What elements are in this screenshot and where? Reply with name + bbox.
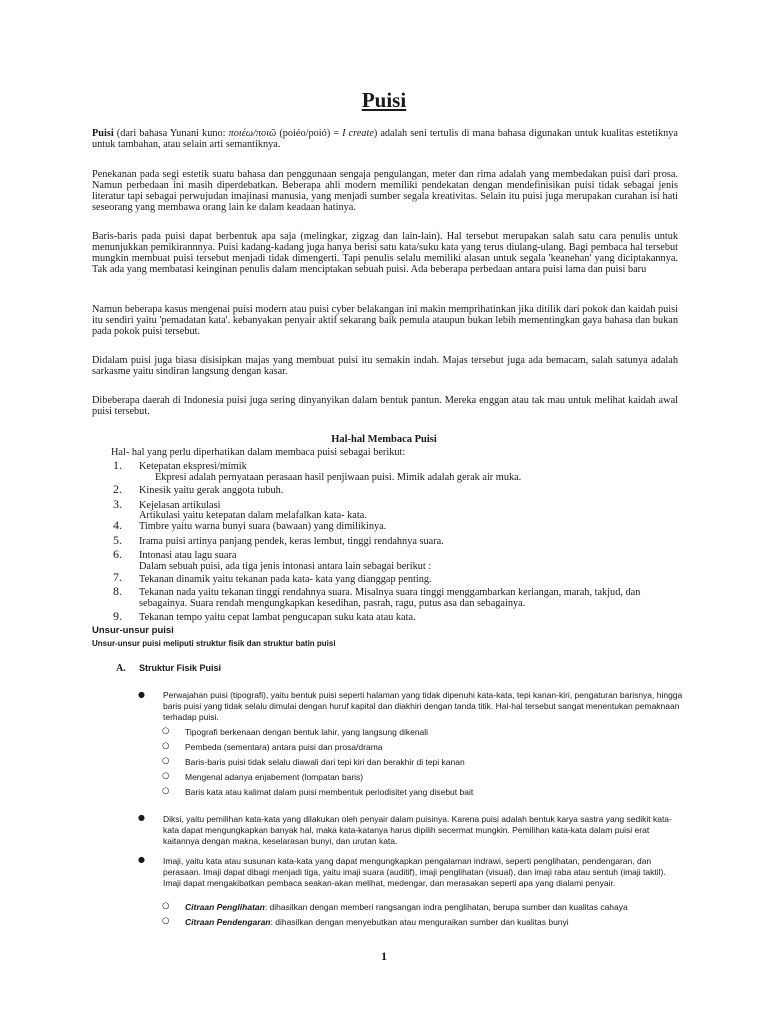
sub-list-item <box>185 917 569 928</box>
circle-bullet-icon: ○ <box>162 786 170 796</box>
circle-bullet-icon: ○ <box>162 756 170 766</box>
list-item-detail: sebagainya. Suara rendah mengungkapkan kesedihan, pasrah, ragu, putus asa dan sebagainya. <box>139 598 526 609</box>
list-item: Kejelasan artikulasi <box>139 500 221 511</box>
citraan-term: Citraan Penglihatan <box>185 902 265 912</box>
intro-term: Puisi <box>92 128 114 139</box>
intro-text-1: (dari bahasa Yunani kuno: <box>113 128 229 139</box>
circle-bullet-icon: ○ <box>162 741 170 751</box>
list-item: Tekanan tempo yaitu cepat lambat pengucapan suku kata atau kata. <box>139 612 416 623</box>
sub-list-item <box>185 902 628 913</box>
paragraph-majas: Didalam puisi juga biasa disisipkan majas yang membuat puisi itu semakin indah. Majas tersebut juga ada bemacam, salah satunya adalah sarkasme yaitu sindiran langsung dengan kasar. <box>92 355 678 377</box>
bullet-imaji: Imaji, yaitu kata atau susunan kata-kata yang dapat mengungkapkan pengalaman indrawi, seperti penglihatan, pendengaran, dan perasaan. Imaji dapat dibagi menjadi tiga, yaitu imaji suara (auditif), imaji penglihatan (visual), dan imaji raba atau sentuh (imaji taktil). Imaji dapat mengakibatkan pembaca seakan-akan melihat, medengar, dan merasakan seperti apa yang dialami penyair. <box>163 856 666 888</box>
list-item: Timbre yaitu warna bunyi suara (bawaan) yang dimilikinya. <box>139 521 387 532</box>
paragraph-aesthetic: Penekanan pada segi estetik suatu bahasa dan penggunaan sengaja pengulangan, meter dan rima adalah yang membedakan puisi dari prosa. Namun perbedaan ini masih diperdebatkan. Beberapa ahli modern memiliki pendekatan dengan mendefinisikan puisi tidak sebagai jenis literatur tapi sebagai perwujudan imajinasi manusia, yang menjadi sumber segala kreativitas. Selain itu puisi juga merupakan curahan isi hati seseorang yang membawa orang lain ke dalam keadaan hatinya. <box>92 169 678 213</box>
paragraph-modern: Namun beberapa kasus mengenai puisi modern atau puisi cyber belakangan ini makin memprihatinkan jika ditilik dari pokok dan kaidah puisi itu sendiri yaitu 'pemadatan kata'. kebanyakan penyair aktif sekarang baik pemula ataupun bukan lebih mementingkan gaya bahasa dan bukan pada pokok puisi tersebut. <box>92 304 678 337</box>
section-a-title: Struktur Fisik Puisi <box>139 663 222 673</box>
intro-create: I create <box>342 128 374 139</box>
list-item-detail: Artikulasi yaitu ketepatan dalam melafalkan kata- kata. <box>139 510 367 521</box>
list-number: 8. <box>113 584 122 598</box>
halhal-intro: Hal- hal yang perlu diperhatikan dalam membaca puisi sebagai berikut: <box>111 447 406 458</box>
list-item-detail: Ekpresi adalah pernyataan perasaan hasil penjiwaan puisi. Mimik adalah gerak air muka. <box>155 472 522 483</box>
citraan-term: Citraan Pendengaran <box>185 917 271 927</box>
sub-list-item: Tipografi berkenaan dengan bentuk lahir, yang langsung dikenali <box>185 727 429 737</box>
citraan-text: : dihasilkan dengan memberi rangsangan indra penglihatan, berupa sumber dan kualitas cahaya <box>264 902 628 912</box>
list-item: Intonasi atau lagu suara <box>139 550 237 561</box>
bullet-tipografi: Perwajahan puisi (tipografi), yaitu bentuk puisi seperti halaman yang tidak dipenuhi kata-kata, tepi kanan-kiri, pengaturan barisnya, hingga baris puisi yang tidak selalu dimulai dengan huruf kapital dan diakhiri dengan tanda titik. Hal-hal tersebut sangat menentukan pemaknaan terhadap puisi. <box>163 690 683 722</box>
list-number: 3. <box>113 497 122 511</box>
list-item-detail: Dalam sebuah puisi, ada tiga jenis intonasi antara lain sebagai berikut : <box>139 561 432 572</box>
bullet-icon: ● <box>138 855 145 864</box>
list-number: 6. <box>113 547 122 561</box>
intro-paragraph <box>92 128 678 150</box>
list-number: 1. <box>113 458 122 472</box>
list-item: Ketepatan ekspresi/mimik <box>139 461 247 472</box>
sub-list-item: Baris kata atau kalimat dalam puisi membentuk periodisitet yang disebut bait <box>185 787 474 797</box>
sub-list-item: Baris-baris puisi tidak selalu diawali dari tepi kiri dan berakhir di tepi kanan <box>185 757 465 767</box>
list-item: Tekanan dinamik yaitu tekanan pada kata- kata yang dianggap penting. <box>139 574 432 585</box>
circle-bullet-icon: ○ <box>162 916 170 926</box>
bullet-diksi: Diksi, yaitu pemilihan kata-kata yang dilakukan oleh penyair dalam puisinya. Karena puisi adalah bentuk karya sastra yang sedikit kata-kata dapat mengungkapkan banyak hal, maka kata-katanya harus dipilih secermat mungkin. Pemilihan kata-kata dalam puisi erat kaitannya dengan makna, keselarasan bunyi, dan urutan kata. <box>163 814 672 846</box>
page-title: Puisi <box>361 88 407 112</box>
intro-text-2: (poiéo/poió) = <box>276 128 343 139</box>
section-heading-halhal: Hal-hal Membaca Puisi <box>331 434 437 445</box>
citraan-text: : dihasilkan dengan menyebutkan atau menguraikan sumber dan kualitas bunyi <box>270 917 569 927</box>
bullet-icon: ● <box>138 690 145 699</box>
section-a-label: A. <box>116 663 126 674</box>
list-number: 5. <box>113 533 122 547</box>
paragraph-lines: Baris-baris pada puisi dapat berbentuk apa saja (melingkar, zigzag dan lain-lain). Hal tersebut merupakan salah satu cara penulis untuk menunjukkan pemikirannnya. Puisi kadang-kadang juga hanya berisi satu kata/suku kata yang terus diulang-ulang. Bagi pembaca hal tersebut mungkin membuat puisi tersebut menjadi tidak dimengerti. Tapi penulis selalu memiliki alasan untuk segala 'keanehan' yang diciptakannya. Tak ada yang membatasi keinginan penulis dalam menciptakan sebuah puisi. Ada beberapa perbedaan antara puisi lama dan puisi baru <box>92 231 678 275</box>
unsur-subtitle: Unsur-unsur puisi meliputi struktur fisik dan struktur batin puisi <box>92 639 336 648</box>
intro-text-3: ) adalah seni tertulis di mana bahasa digunakan untuk kualitas estetiknya untuk tambahan, atau selain arti semantiknya. <box>92 128 678 150</box>
sub-list-item: Mengenal adanya enjabement (lompatan baris) <box>185 772 364 782</box>
list-number: 9. <box>113 609 122 623</box>
bullet-icon: ● <box>138 813 145 822</box>
circle-bullet-icon: ○ <box>162 726 170 736</box>
circle-bullet-icon: ○ <box>162 901 170 911</box>
list-number: 7. <box>113 570 122 584</box>
list-number: 4. <box>113 518 122 532</box>
intro-greek: ποιέω/ποιῶ <box>228 128 277 139</box>
section-heading-unsur: Unsur-unsur puisi <box>92 625 174 636</box>
circle-bullet-icon: ○ <box>162 771 170 781</box>
paragraph-pantun: Dibeberapa daerah di Indonesia puisi juga sering dinyanyikan dalam bentuk pantun. Mereka enggan atau tak mau untuk melihat kaidah awal puisi tersebut. <box>92 395 678 417</box>
sub-list-item: Pembeda (sementara) antara puisi dan prosa/drama <box>185 742 383 752</box>
page-number: 1 <box>381 949 387 963</box>
list-item: Irama puisi artinya panjang pendek, keras lembut, tinggi rendahnya suara. <box>139 536 444 547</box>
list-item: Tekanan nada yaitu tekanan tinggi rendahnya suara. Misalnya suara tinggi menggambarkan keriangan, marah, takjud, dan <box>139 587 641 598</box>
list-item: Kinesik yaitu gerak anggota tubuh. <box>139 485 284 496</box>
list-number: 2. <box>113 482 122 496</box>
